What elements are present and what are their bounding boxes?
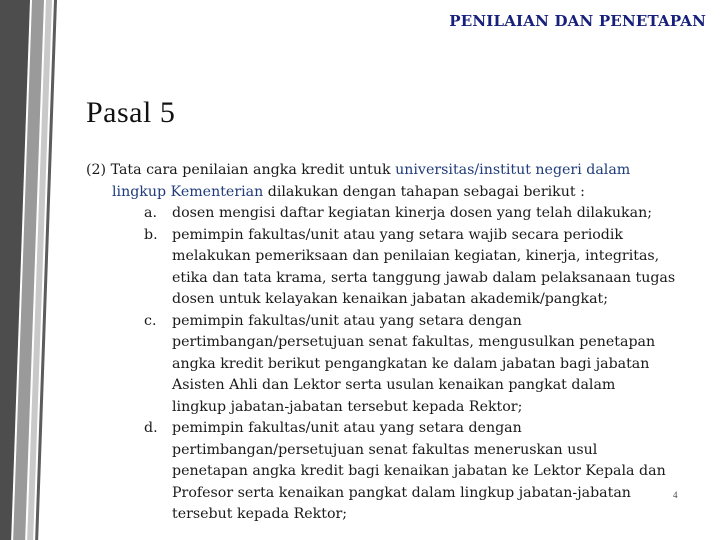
highlighted-text: lingkup Kementerian (112, 183, 264, 200)
paragraph-line (86, 182, 706, 204)
list-item (86, 203, 706, 225)
list-item-line: melakukan pemeriksaan dan penilaian kegiatan, kinerja, integritas, (172, 248, 660, 264)
list-item (86, 311, 706, 419)
list-item-line: dosen mengisi daftar kegiatan kinerja dosen yang telah dilakukan; (172, 205, 653, 221)
list-item-line: Asisten Ahli dan Lektor serta usulan kenaikan pangkat dalam (172, 377, 616, 393)
list-item-marker: d. (144, 420, 158, 436)
list-item-line: Profesor serta kenaikan pangkat dalam lingkup jabatan-jabatan (172, 484, 631, 501)
list-item-line: pertimbangan/persetujuan senat fakultas, mengusulkan penetapan (172, 334, 656, 350)
list-item-marker: c. (144, 312, 157, 329)
list-item-line: tersebut kepada Rektor; (172, 506, 348, 522)
page-number: 4 (673, 490, 678, 500)
section-title: Pasal 5 (86, 96, 176, 129)
list-item-line: angka kredit berikut pengangkatan ke dalam jabatan bagi jabatan (172, 355, 650, 372)
list-item-marker: b. (144, 226, 158, 243)
paragraph-text: (2) Tata cara penilaian angka kredit untuk (86, 162, 396, 178)
paragraph-line (86, 160, 706, 182)
list-item-line: etika dan tata krama, serta tanggung jawab dalam pelaksanaan tugas (172, 269, 676, 286)
list-item (86, 418, 706, 526)
list-item-line: pemimpin fakultas/unit atau yang setara dengan (172, 420, 522, 436)
list-item-line: pemimpin fakultas/unit atau yang setara wajib secara periodik (172, 226, 623, 243)
list-item-line: pertimbangan/persetujuan senat fakultas meneruskan usul (172, 441, 598, 458)
list-item-line: dosen untuk kelayakan kenaikan jabatan akademik/pangkat; (172, 291, 609, 307)
list-item-line: penetapan angka kredit bagi kenaikan jabatan ke Lektor Kepala dan (172, 463, 666, 479)
slide-header: PENILAIAN DAN PENETAPAN (449, 12, 706, 30)
highlighted-text: universitas/institut negeri dalam (395, 162, 631, 178)
list-item-marker: a. (144, 205, 157, 221)
paragraph-text: dilakukan dengan tahapan sebagai berikut : (263, 183, 585, 200)
list-item-line: lingkup jabatan-jabatan tersebut kepada Rektor; (172, 398, 523, 415)
item-list (86, 203, 706, 526)
list-item-line: pemimpin fakultas/unit atau yang setara dengan (172, 312, 522, 329)
list-item (86, 225, 706, 311)
slide-body (86, 160, 706, 526)
